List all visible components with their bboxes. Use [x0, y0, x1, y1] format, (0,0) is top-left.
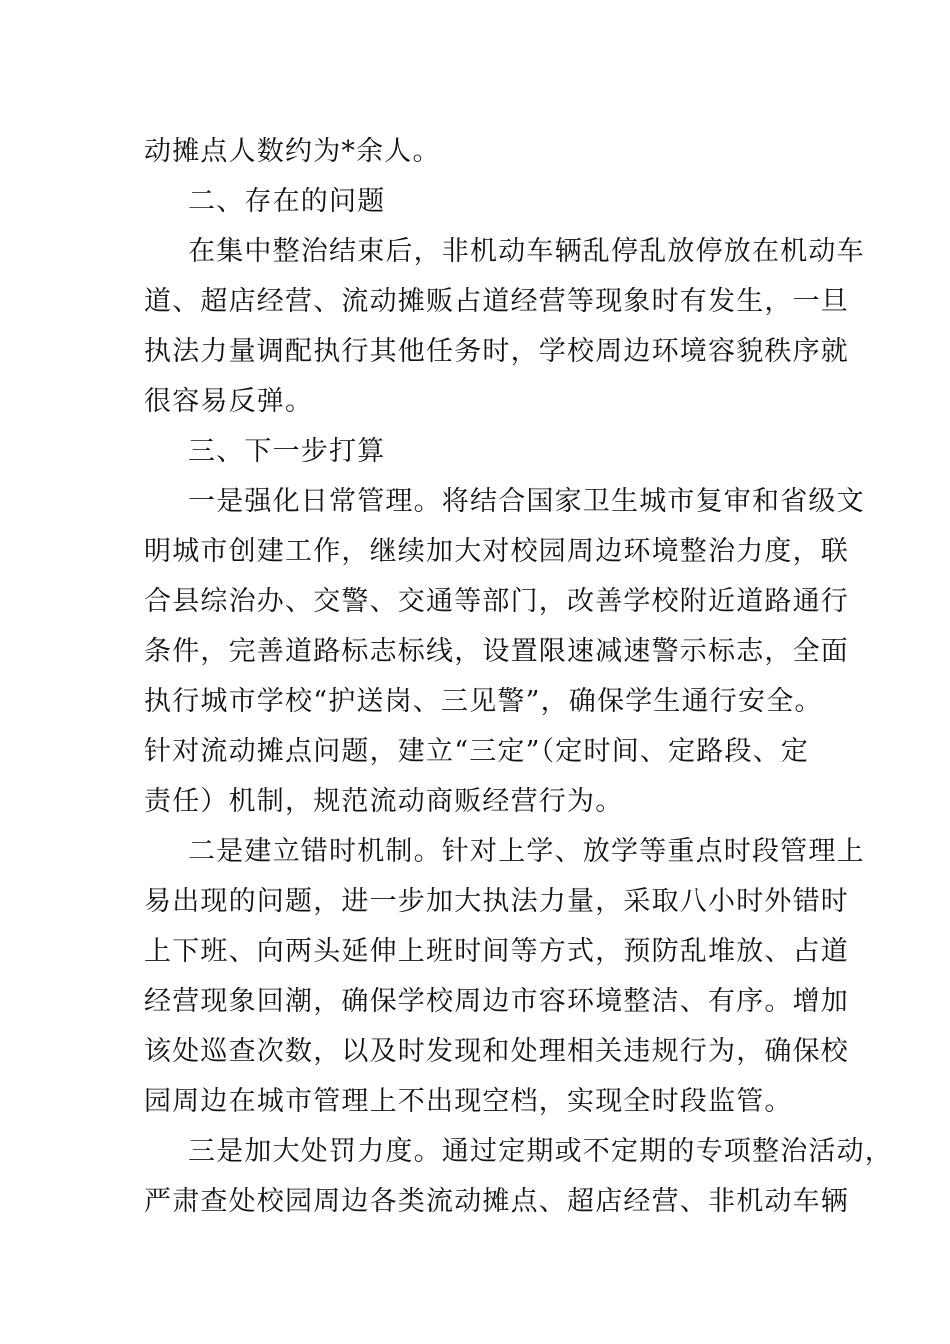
text-line-continuation: 动摊点人数约为*余人。	[144, 136, 441, 167]
text-line: 针对流动摊点问题，建立“三定”（定时间、定路段、定	[144, 736, 810, 767]
text-line: 执行城市学校“护送岗、三见警”，确保学生通行安全。	[144, 686, 823, 717]
text-line: 三是加大处罚力度。通过定期或不定期的专项整治活动，	[188, 1136, 893, 1167]
text-line: 责任）机制，规范流动商贩经营行为。	[144, 786, 624, 817]
text-line: 上下班、向两头延伸上班时间等方式，预防乱堆放、占道	[144, 936, 849, 967]
text-line: 合县综治办、交警、交通等部门，改善学校附近道路通行	[144, 586, 849, 617]
text-line: 很容易反弹。	[144, 386, 314, 417]
text-line: 在集中整治结束后，非机动车辆乱停乱放停放在机动车	[188, 236, 865, 267]
text-line: 该处巡查次数，以及时发现和处理相关违规行为，确保校	[144, 1036, 849, 1067]
text-line: 明城市创建工作，继续加大对校园周边环境整治力度，联	[144, 536, 849, 567]
text-line: 二是建立错时机制。针对上学、放学等重点时段管理上	[188, 836, 865, 867]
section-heading-issues: 二、存在的问题	[188, 186, 386, 217]
section-heading-next-steps: 三、下一步打算	[188, 436, 386, 467]
text-line: 经营现象回潮，确保学校周边市容环境整洁、有序。增加	[144, 986, 849, 1017]
text-line: 执法力量调配执行其他任务时，学校周边环境容貌秩序就	[144, 336, 849, 367]
text-line: 严肃查处校园周边各类流动摊点、超店经营、非机动车辆	[144, 1186, 849, 1217]
text-line: 一是强化日常管理。将结合国家卫生城市复审和省级文	[188, 486, 865, 517]
text-line: 易出现的问题，进一步加大执法力量，采取八小时外错时	[144, 886, 849, 917]
text-line: 道、超店经营、流动摊贩占道经营等现象时有发生，一旦	[144, 286, 849, 317]
text-line: 园周边在城市管理上不出现空档，实现全时段监管。	[144, 1086, 793, 1117]
text-line: 条件，完善道路标志标线，设置限速减速警示标志，全面	[144, 636, 849, 667]
